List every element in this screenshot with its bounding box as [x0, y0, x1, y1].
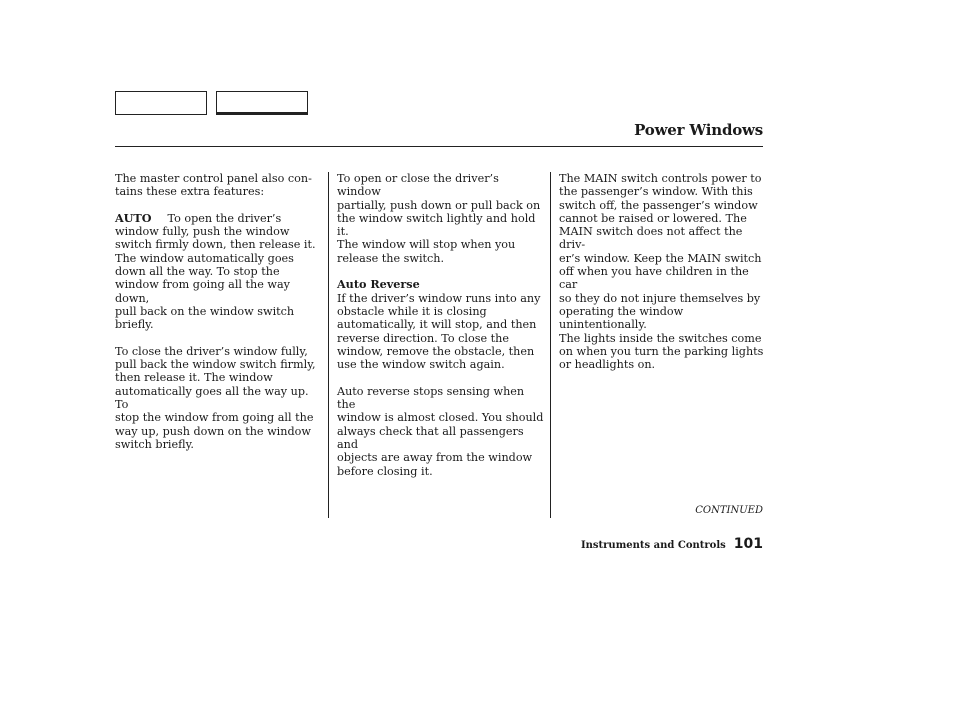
- page-title: Power Windows: [634, 121, 763, 139]
- header-rule: [115, 146, 763, 147]
- paragraph-intro: The master control panel also con- tains these extra features:: [115, 172, 312, 199]
- paragraph-auto: [115, 212, 323, 332]
- column-divider-1: [328, 172, 329, 518]
- auto-reverse-text: If the driver’s window runs into any obstacle while it is closing automatically, it will stop, and then reverse direction. To close the window, remove the obstacle, then use the window switch again.: [337, 291, 541, 372]
- nav-tab-box-1[interactable]: [115, 91, 207, 115]
- paragraph-partial: To open or close the driver’s window partially, push down or pull back on the window switch lightly and hold it. The window will stop when you release the switch.: [337, 172, 541, 265]
- nav-tab-box-2[interactable]: [216, 91, 308, 115]
- auto-reverse-heading: Auto Reverse: [337, 277, 420, 292]
- paragraph-main-switch: The MAIN switch controls power to the passenger’s window. With this switch off, the passenger’s window cannot be raised or lowered. The MAIN switch does not affect the driv- er’s window. Keep the MAIN switch off when you have children in the car so they do not injure themselves by operating the window unintentionally. The lights inside the switches come on when you turn the parking lights or headlights on.: [559, 172, 764, 372]
- continued-label: CONTINUED: [695, 505, 763, 516]
- page-number: 101: [733, 536, 763, 552]
- page-footer: [581, 536, 763, 552]
- column-2: [337, 172, 545, 491]
- section-name: Instruments and Controls: [580, 540, 726, 551]
- paragraph-sensing: Auto reverse stops sensing when the window is almost closed. You should always check that all passengers and objects are away from the window before closing it.: [337, 384, 544, 478]
- auto-label: AUTO: [115, 210, 152, 225]
- paragraph-close-fully: To close the driver’s window fully, pull back the window switch firmly, then release it. The window automatically goes all the way up. To stop the window from going all the way up, push down on the window switch briefly.: [115, 344, 316, 451]
- section-auto-reverse: [337, 278, 545, 371]
- column-divider-2: [550, 172, 551, 518]
- auto-text: To open the driver’s window fully, push the window switch firmly down, then release it. The window automatically goes down all the way. To stop the window from going all the way down, pull back on the window switch briefly.: [115, 211, 316, 332]
- column-3: [559, 172, 767, 385]
- column-1: [115, 172, 323, 465]
